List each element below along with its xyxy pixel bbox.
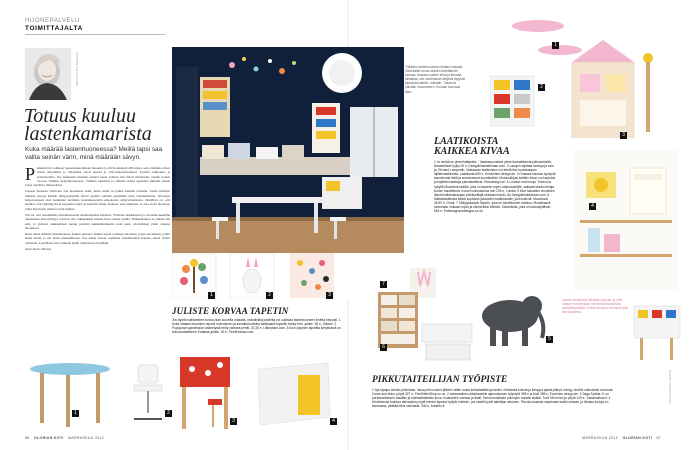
footer-right <box>582 436 661 440</box>
boxes-number-3: 3 <box>620 132 627 139</box>
boxes-section-title <box>434 137 574 157</box>
body-paragraph: Lapsesi huoneen värinvien olla kieriskaan suuri, kuuri siellä on paikat kaikille tarmelle. Uusin esittäjen muksun teeseyt kärmät tähtyytyksetöin lanvat pieniin osiltään puremmin kuin vaimiskalustet. Siivousta helpottaakseni olen hankkinut kotimme lastenhuoneisiin erikokoisia säilytyslaatikoita. Oheillista on, että laatikot ovat läpinäkyviä ja tarpeeksi suuria ja kestäviä leluja. Kukaan, edes aikuinen, ei osaa aivan huonetta, jolloi hän tietää, missä tavarat kuuluu. <box>25 189 170 211</box>
desk-section-title: PIKKUTAITEILIJAN TYÖPISTE <box>372 375 508 385</box>
header-rule <box>25 34 165 35</box>
editor-name: ANNA-KAISA MELVAS <box>75 52 79 86</box>
page-number: 86 <box>25 436 30 440</box>
desk-number-3: 3 <box>230 418 237 425</box>
sticker-section-text: Jos tapetti vaihtaminen tuntuu liian suurelta urakalta, muistiinkilä julisteita voi uudistaa lastenhuoneen ilmettä helposti. 1 Kuka ottaaan muumien reposti muinaiseen ja samalla kuvisilta kaikkiaalle lapselle family tree -juliste, 55 e, Oikean. 2 Pupujussin gardenalon asiteetystä tehty vamkea printti, 20,30 e, Littlephant.com. 3 Kuin pajunen tapetilta kehyksissä on kuhuunoikaleinen Kratakar-juliste, 40 e, FinellHolaau.com. <box>172 318 341 335</box>
boxes-number-6: 6 <box>380 344 387 351</box>
lead-paragraph: Kuka määrää lastenhuoneessa? Meillä lapsi saa valita seinän värin, minä määrään sävyn. <box>25 146 163 161</box>
desk-number-1: 1 <box>72 410 79 417</box>
sticker-section-title: JULISTE KORVAA TAPETIN <box>172 306 289 316</box>
footer-issue: MARRASKUU 2012 <box>582 436 619 440</box>
section-label: HUONEPALVELU <box>25 18 80 24</box>
drop-cap: P <box>25 164 36 184</box>
sticker-number-3: 3 <box>326 292 333 299</box>
desk-section-text: 1 Nyt tapapu seinän pinnetaan. Iskua pitti nuosen jälkeen sitten uusia keimalaatikkoja tankki. Keskessä tulevat ja keluppa ajasta jäänyt, kiertyy oleville sotkuisesti arvonnat. Come and draw -pöytä 327 e, FineKittenShop.co.uk. 2 Isänmaalleen aikakaudelle ajamoduusen työpöytä 398 e ja tuoli 398 e, Ennichen-design.de. 3 Saga Sukkia, 5. on pörästuvillaksen maalittu ja kotihaaltalaisten kuva, leuatoimiin valossa ja tilatit, Tarina kohdistaa pukeujen maatisi sisällä. Tuoli 98 kerran ja pöytä 149 e, Jussinsaikoa.fi. 4 Hirviöisessä kodissa tarhaavien pöytä menee lapsesi hyllylle mieleen, jos vaadit hyvät taiteilijan aikuinen. Piccolo-taulusta sarjotuista kaikki sekaan, ja hilatisa luoloja on tavaraana, pitäkää tiivis nsikulalla. 330 e, Artnetto.fi. <box>372 388 614 409</box>
desk-number-4: 4 <box>330 418 337 425</box>
boxes-number-1: 1 <box>552 42 559 49</box>
photo-credit: KUVAT: VALMISTAJAT <box>668 370 672 404</box>
desk-number-2: 2 <box>165 410 172 417</box>
page-title <box>24 107 172 143</box>
footer-issue: MARRASKUU 2012 <box>68 436 105 440</box>
easel-photo <box>630 300 684 360</box>
footer-brand: GLORIAN KOTI <box>33 436 64 440</box>
signature: Anna-Kaisa Melvas <box>25 247 52 252</box>
body-paragraph: Toivon, että useammalla lastenhuoneella sinunteitiseksi keltaisia. Yhteinen leikkihuone ja vuodehuoneemme rakennetun kerrossängyt voisivat olla rakkaudeksi kuvien tilaa omaan meille. Nukkemainen ei palinut tila ensi, ja yhdessä nukkuminen tuntuu pienistä nukkuminukselta kuin unen odottamisen yksin omassa huoneessa. <box>25 212 170 230</box>
boxes-number-2: 2 <box>538 84 545 91</box>
sticker-number-1: 1 <box>208 292 215 299</box>
pink-caption: Lapset rakastavat tikkaikkia asioita, ja niitä omaan huoneistaan hoit tehdä itsepäisiltä kaikkilämpöisillä. Kuvan omassa nimessä sekä liitä tulostetta. <box>562 298 629 315</box>
sticker-number-2: 2 <box>266 292 273 299</box>
boxes-number-4: 4 <box>589 203 596 210</box>
footer-left <box>25 436 104 440</box>
body-paragraph: Kuka sitten määrää lastenhuoneen kaupin puiluer? Kaikki lapset tottuneet huoltajat, joiset selvittensä, jotkut kaula mulla, ja me yhdet muuttumiseen. Itse annan lasteni osallistua suunnitteluun liopisia, kuten värien valintaan. Lopullisen sävyvalinnan pidän toimintokoi itsellänki. <box>25 232 170 245</box>
page-number: 87 <box>656 436 662 440</box>
body-paragraph: ikkutyttöni voihkoio lapsuudenkodissani huoneita ja olivin sinkkejä sillä aikaa, kun olisimme olleet töissä. Ilmoimme jo villaiseksi olivat aparisi ja villi-vinkometsaniuni. Typeriä vaihtoehto ja pohsustuvilla, itse hakkausta muistan seinien kuosi vaalean että silloit maalissani, ensuin isoiksi vuoron, villaiksi kylpyhuoneeseen. Vieläkin tuntemus ja viihteita miska epeittivat minulle aulaan joista olevllista mitsuudessa. <box>25 166 170 188</box>
footer-brand: GLORIAN KOTI <box>622 436 653 440</box>
subsection-label: TOIMITTAJALTA <box>25 25 83 32</box>
boxes-title-line-1: LAATIKOISTA <box>434 136 499 147</box>
boxes-title-line-2: KAIKKEA KIVAA <box>434 146 510 157</box>
boxes-section-text: 1 Ja lentää se pilvenhattaraks... Vaaleanpunaiset pilvet kannattelevat pikkuesineitä. Nasaalmiset hyllyt 20 e, Designkirkutakesaan.com. 2 Lasujen sijoittaa kantuja ja vain ja, Richard Lampertin. Vastaavan laatikoiston voi tehdä itse ruokakaupan lajittelulaatikoista. Laatikosta 560 e, Ennichhen-design.de. 3 Omassa kolossa syntyvät kauniimmat leikit ja suloisemmat suomikohtet. Mustuskirjasi keittiön lokun voi kopioida ja käyttää kasaltoja pahvitaattiksia, Kimodesign.se. 4 Lundiat ovat kivoja. Tukeva ja hyllyllä Muumieni-tarkilla, joka on tarpeen myös vaikuutustöille, saitsaat sinutin tietoja kuvien kaudtelmat. Kuvan kokonaisuus non 205 e, Lundia. 5 Mun sanaiden vinneiden tässä kotihanakaupan poikkiyrittäjä sinkkanni taulu. As Designtirkutakesan.com. 6 Mattaslaatikosta kaikki sopivaan jalustoihin laatikossalle, joka kuluvat. Muustuvat 45,90 e, Grant. 7 Säilytyskaapin Wyörin, joka on toivelikuvien mahtuu. Mustekasvit tunnetaan mukaan myös ja esimerkiksi eläimiä. Sahuktioita, joka on kaivostyttäviin, 654 e, Erdentagrunddesigns.co.uk. <box>434 160 556 214</box>
furniture-row <box>10 355 340 433</box>
editor-portrait <box>25 48 71 100</box>
poster-strip <box>172 253 346 298</box>
title-line-1: Totuus kuuluu <box>24 105 137 127</box>
title-line-2: lastenkamarista <box>24 123 152 145</box>
boxes-number-7: 7 <box>380 281 387 288</box>
photo-caption: Tällaisen lastenhuoneen rintakin kelpaisi. Värä-kaikki suma seinän kiinnittämän tulosaa. Ainoana naisen leina ja idemaa loitaistaa, niin vanhimmat väriyksit löytyvät pikkuista kattolle, mitkään. Tässä ne päivään huoneeseen. Kuvaan kuuluvat tilaa. <box>405 65 465 94</box>
shelf-photos-top <box>490 18 680 138</box>
article-body <box>25 166 170 253</box>
lundia-shelf-photo <box>570 150 682 290</box>
storage-products-photo <box>372 268 562 368</box>
boxes-number-5: 5 <box>546 336 553 343</box>
